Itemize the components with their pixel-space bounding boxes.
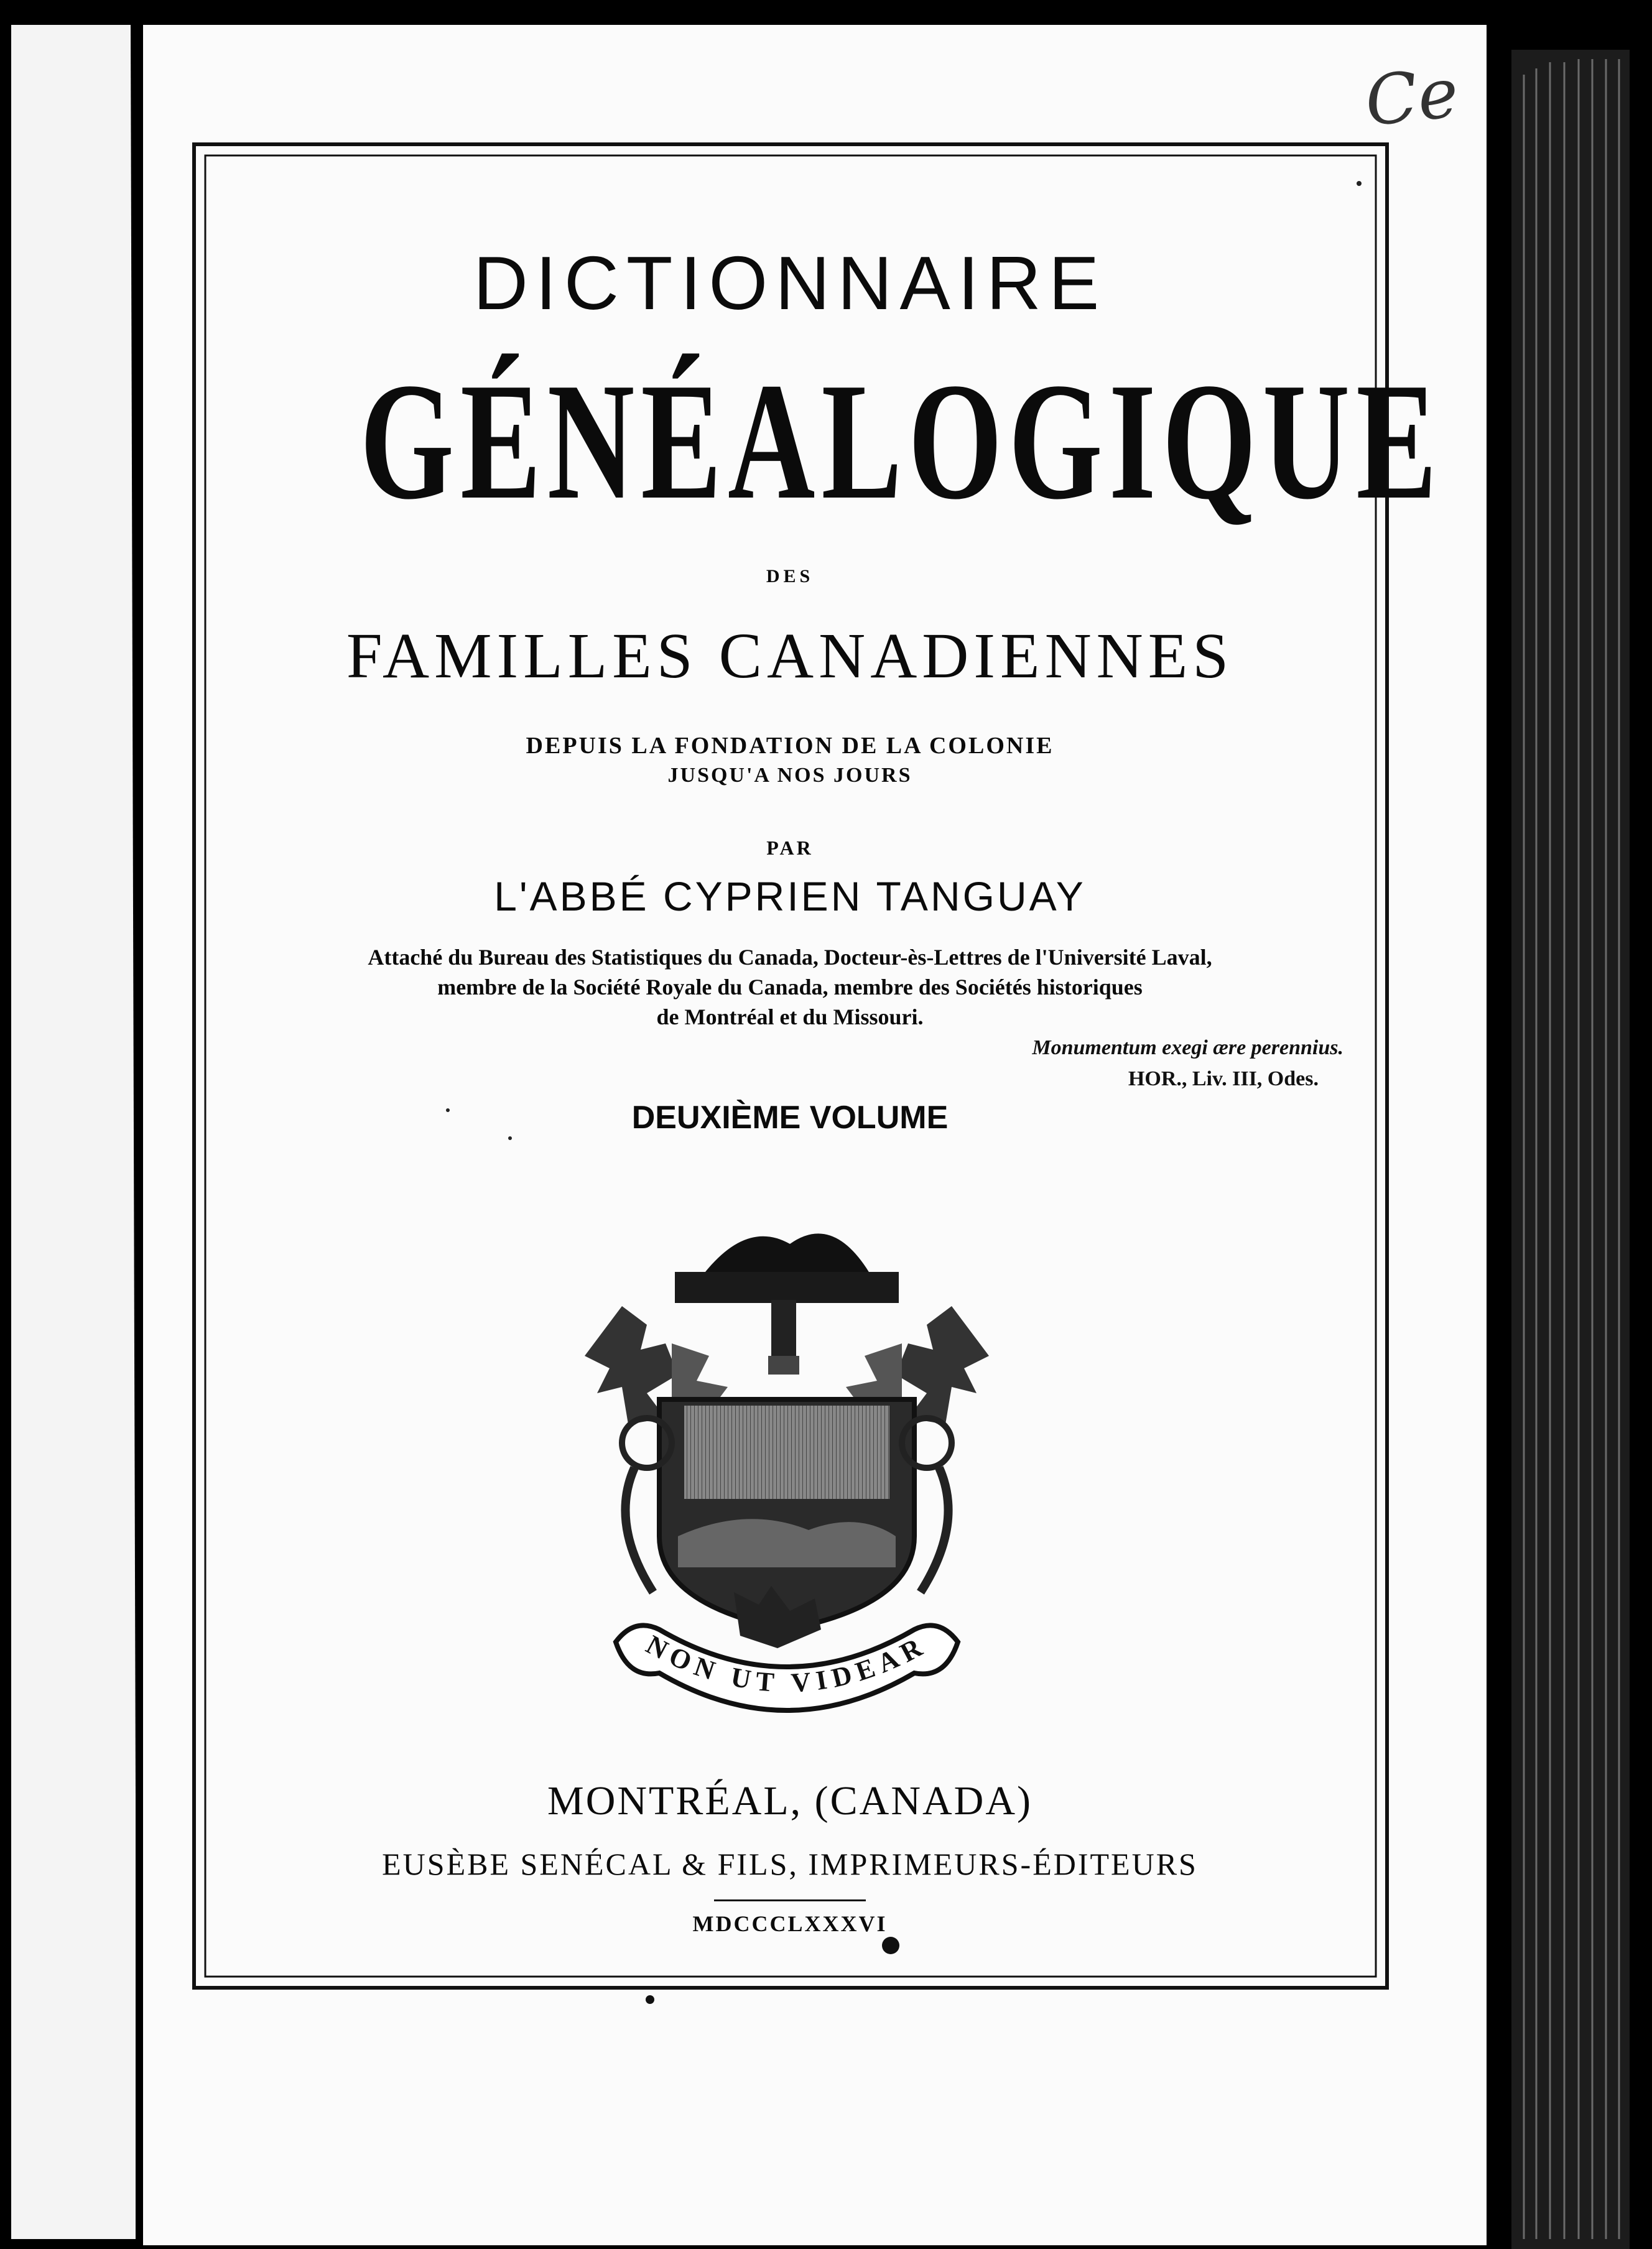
year-rule (714, 1899, 866, 1901)
volume-label: DEUXIÈME VOLUME (631, 1100, 949, 1136)
author-credentials-line: Attaché du Bureau des Statistiques du Canada, Docteur-ès-Lettres de l'Université Laval, (368, 945, 1212, 970)
imprint-city: MONTRÉAL, (CANADA) (547, 1778, 1032, 1824)
margin-handwritten-note: Ce (1361, 52, 1462, 142)
by-label: PAR (766, 837, 814, 859)
title-connector: DES (766, 566, 814, 587)
svg-text:NON UT VIDEAR (641, 1629, 932, 1698)
subtitle-line-2: JUSQU'A NOS JOURS (667, 764, 912, 787)
title-line-familles: FAMILLES CANADIENNES (346, 620, 1234, 692)
author-name: L'ABBÉ CYPRIEN TANGUAY (494, 873, 1086, 919)
title-line-dictionnaire: DICTIONNAIRE (473, 241, 1107, 325)
subtitle-line-1: DEPUIS LA FONDATION DE LA COLONIE (526, 733, 1054, 759)
title-line-genealogique: GÉNÉALOGIQUE (360, 348, 1444, 534)
emblem-motto: NON UT VIDEAR (641, 1629, 933, 1699)
author-credentials-line: de Montréal et du Missouri. (656, 1004, 924, 1029)
epigraph: Monumentum exegi ære perennius. (1032, 1036, 1343, 1059)
epigraph-source: HOR., Liv. III, Odes. (1128, 1067, 1319, 1090)
imprint-publisher: EUSÈBE SENÉCAL & FILS, IMPRIMEURS-ÉDITEURS (382, 1847, 1198, 1881)
imprint-year: MDCCCLXXXVI (692, 1911, 888, 1936)
author-credentials-line: membre de la Société Royale du Canada, membre des Sociétés historiques (437, 975, 1143, 999)
